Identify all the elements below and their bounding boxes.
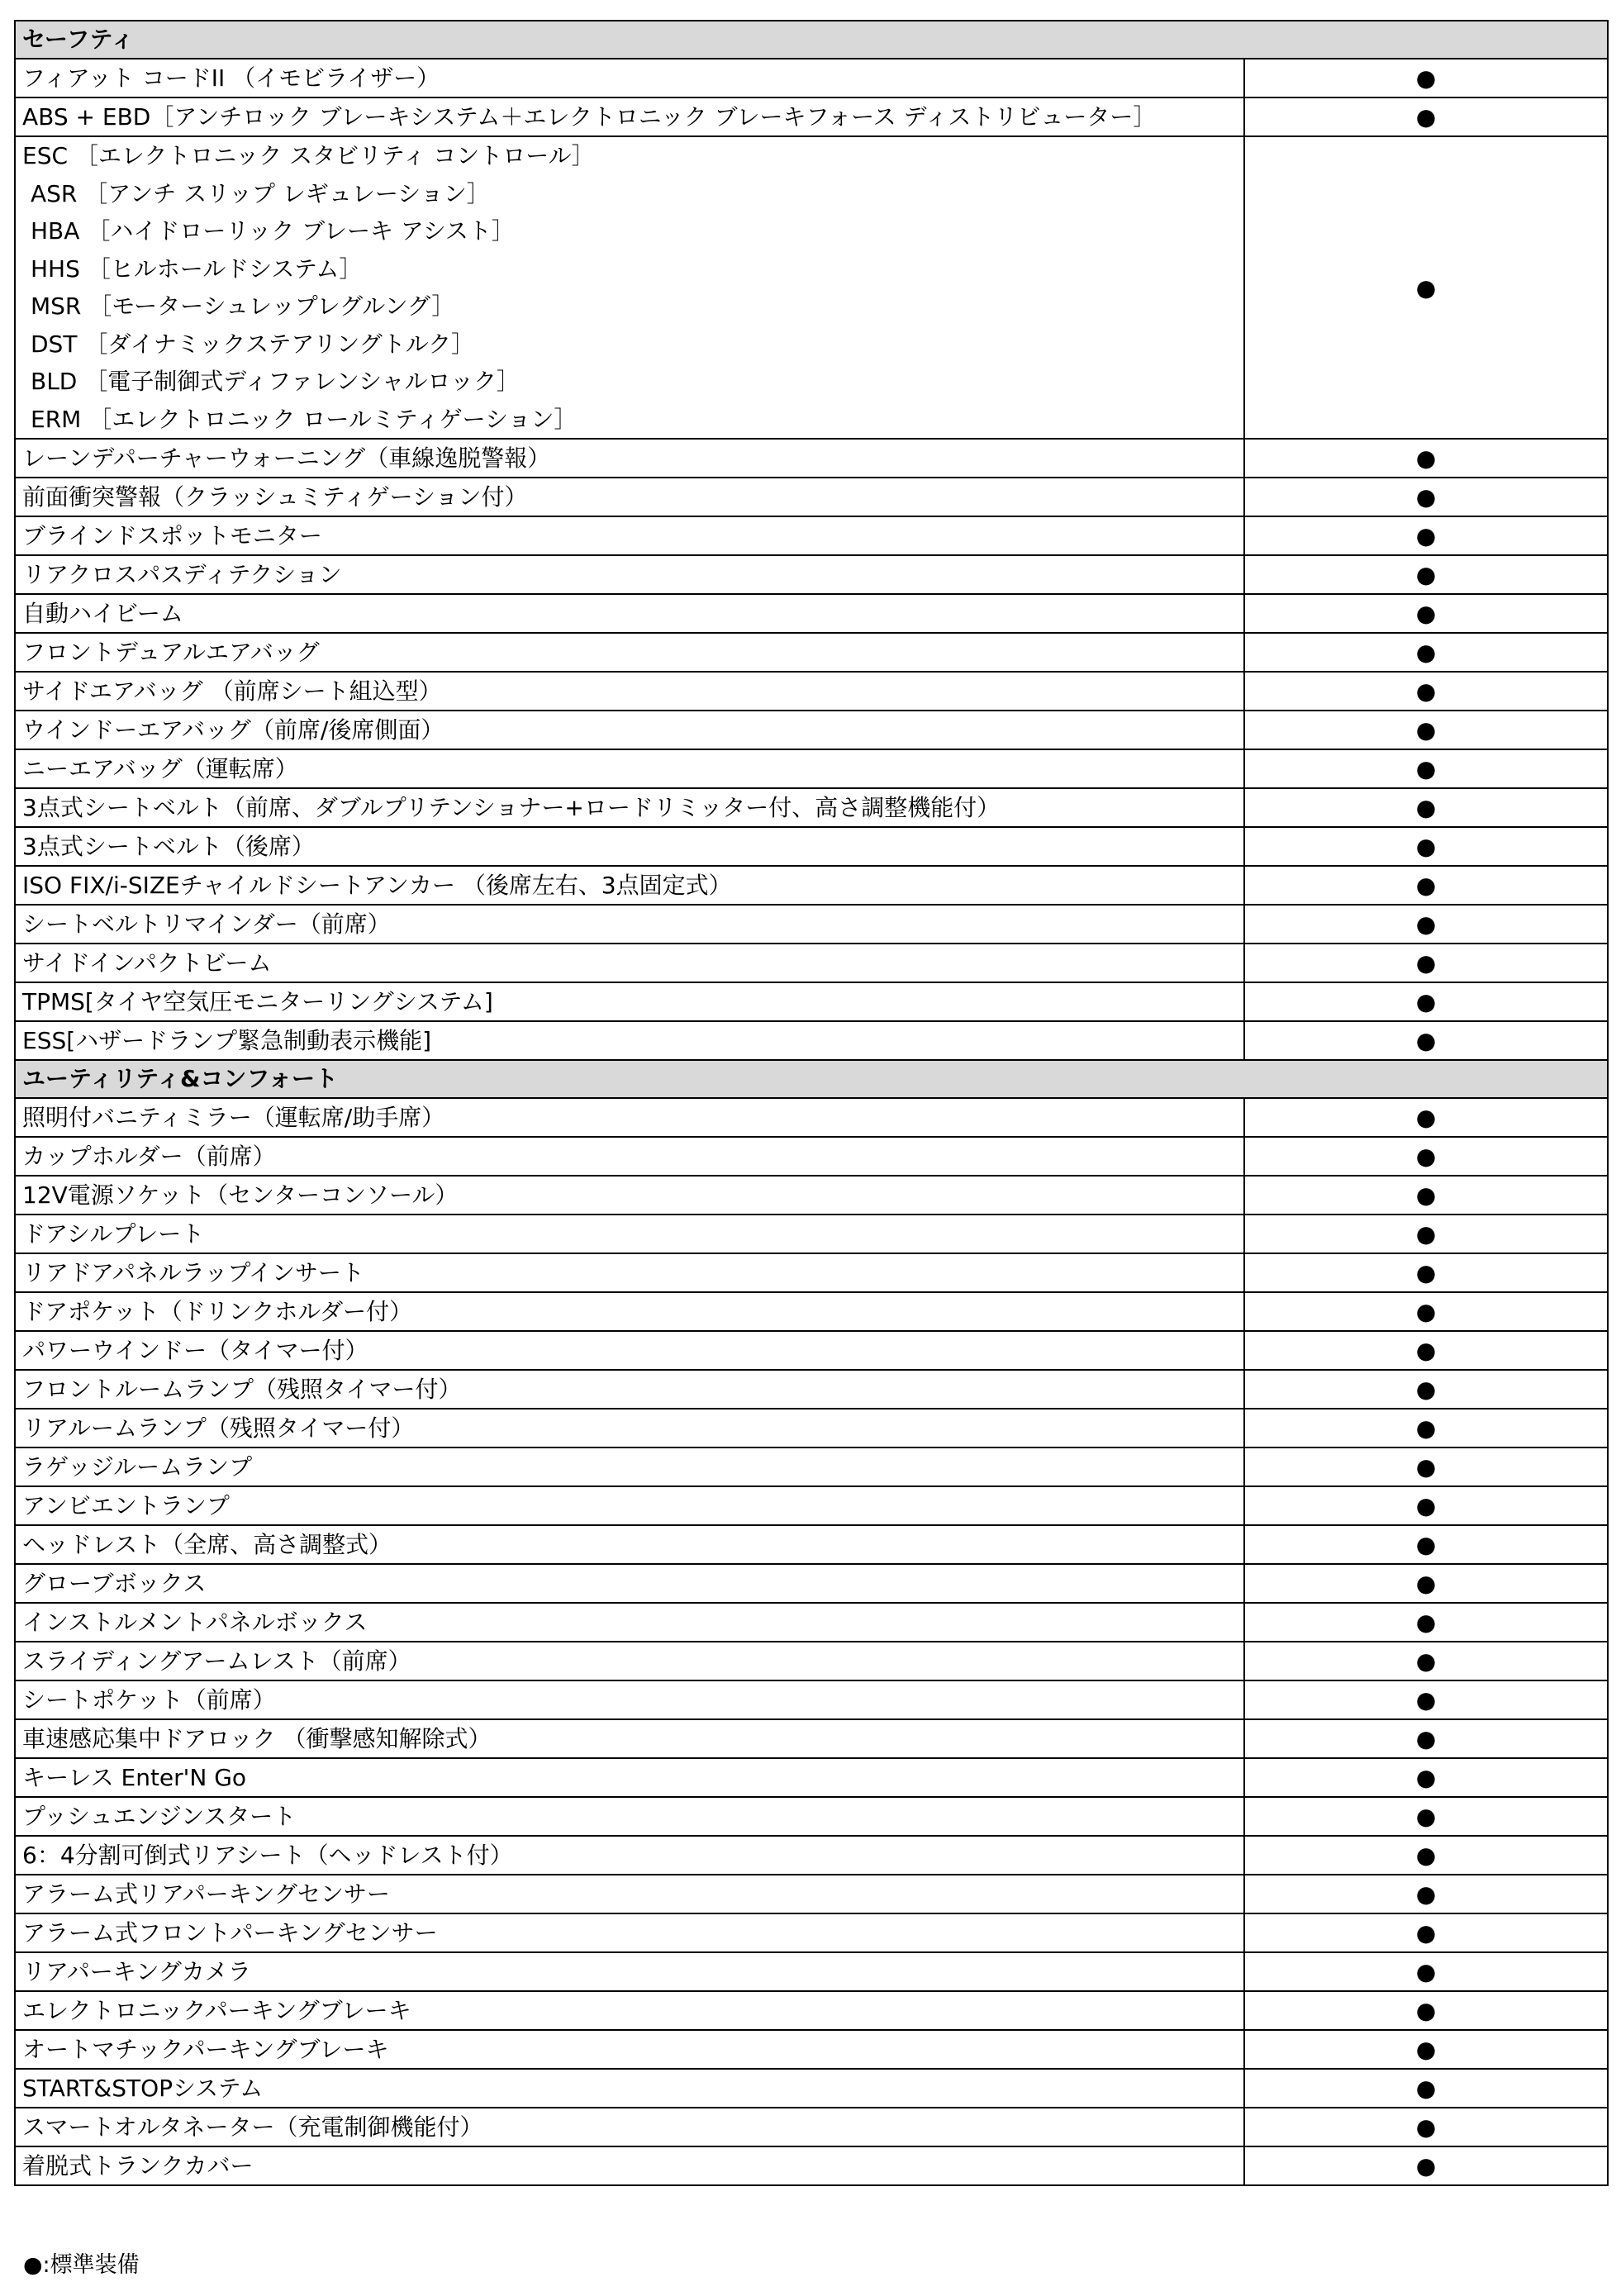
table-row	[15, 711, 1608, 749]
section-title: ユーティリティ&コンフォート	[15, 1060, 1608, 1098]
feature-label: 前面衝突警報（クラッシュミティゲーション付）	[15, 478, 1244, 516]
feature-label: 3点式シートベルト（前席、ダブルプリテンショナー+ロードリミッター付、高さ調整機能付）	[15, 788, 1244, 827]
standard-equipment-mark: ●	[1244, 555, 1608, 594]
table-row	[15, 827, 1608, 866]
standard-equipment-mark: ●	[1244, 944, 1608, 982]
table-row	[15, 1021, 1608, 1060]
standard-equipment-mark: ●	[1244, 1952, 1608, 1991]
standard-equipment-mark: ●	[1244, 1486, 1608, 1525]
table-row	[15, 1758, 1608, 1797]
standard-equipment-mark: ●	[1244, 439, 1608, 478]
feature-label: フロントデュアルエアバッグ	[15, 633, 1244, 672]
table-row	[15, 1447, 1608, 1486]
table-row	[15, 1680, 1608, 1719]
table-row	[15, 1836, 1608, 1875]
standard-equipment-mark: ●	[1244, 1913, 1608, 1952]
feature-label: 着脱式トランクカバー	[15, 2146, 1244, 2185]
feature-label: スマートオルタネーター（充電制御機能付）	[15, 2108, 1244, 2146]
standard-equipment-mark: ●	[1244, 1564, 1608, 1603]
standard-equipment-mark: ●	[1244, 478, 1608, 516]
feature-label: 自動ハイビーム	[15, 594, 1244, 633]
feature-sub-label: DST ［ダイナミックステアリングトルク］	[31, 330, 475, 358]
feature-label: START&STOPシステム	[15, 2069, 1244, 2108]
feature-label: 車速感応集中ドアロック （衝撃感知解除式）	[15, 1719, 1244, 1758]
table-row	[15, 1991, 1608, 2030]
table-row	[15, 1525, 1608, 1564]
table-row	[15, 2069, 1608, 2108]
standard-equipment-mark: ●	[1244, 59, 1608, 97]
feature-label-cell	[15, 136, 1244, 439]
table-row	[15, 2146, 1608, 2185]
standard-equipment-mark: ●	[1244, 1215, 1608, 1253]
feature-label: アラーム式フロントパーキングセンサー	[15, 1913, 1244, 1952]
feature-label: ABS + EBD［アンチロック ブレーキシステム＋エレクトロニック ブレーキフォース ディストリビューター］	[15, 97, 1244, 136]
feature-label: リアドアパネルラップインサート	[15, 1253, 1244, 1292]
table-row	[15, 633, 1608, 672]
standard-equipment-mark: ●	[1244, 136, 1608, 439]
standard-equipment-mark: ●	[1244, 594, 1608, 633]
feature-label: シートベルトリマインダー（前席）	[15, 905, 1244, 944]
section-header	[15, 1060, 1608, 1098]
feature-label: インストルメントパネルボックス	[15, 1603, 1244, 1642]
feature-label: TPMS[タイヤ空気圧モニターリングシステム]	[15, 982, 1244, 1021]
spec-table	[14, 20, 1609, 2186]
table-row	[15, 2030, 1608, 2069]
feature-label: ドアシルプレート	[15, 1215, 1244, 1253]
standard-equipment-mark: ●	[1244, 2108, 1608, 2146]
feature-label: 3点式シートベルト（後席）	[15, 827, 1244, 866]
standard-equipment-mark: ●	[1244, 1331, 1608, 1370]
table-row	[15, 1564, 1608, 1603]
feature-label: ウインドーエアバッグ（前席/後席側面）	[15, 711, 1244, 749]
standard-equipment-mark: ●	[1244, 97, 1608, 136]
table-row	[15, 59, 1608, 97]
standard-equipment-mark: ●	[1244, 516, 1608, 555]
standard-equipment-mark: ●	[1244, 633, 1608, 672]
feature-label: サイドエアバッグ （前席シート組込型）	[15, 672, 1244, 711]
standard-equipment-mark: ●	[1244, 1836, 1608, 1875]
feature-label: ISO FIX/i-SIZEチャイルドシートアンカー （後席左右、3点固定式）	[15, 866, 1244, 905]
standard-equipment-mark: ●	[1244, 2030, 1608, 2069]
feature-label: グローブボックス	[15, 1564, 1244, 1603]
feature-label: フィアット コードII （イモビライザー）	[15, 59, 1244, 97]
feature-label: ブラインドスポットモニター	[15, 516, 1244, 555]
standard-equipment-mark: ●	[1244, 749, 1608, 788]
standard-equipment-mark: ●	[1244, 1176, 1608, 1215]
feature-label: スライディングアームレスト（前席）	[15, 1642, 1244, 1680]
table-row	[15, 1331, 1608, 1370]
table-row	[15, 2108, 1608, 2146]
standard-equipment-mark: ●	[1244, 1991, 1608, 2030]
spec-table-body	[15, 21, 1608, 2185]
table-row	[15, 1137, 1608, 1176]
standard-equipment-mark: ●	[1244, 905, 1608, 944]
table-row	[15, 1719, 1608, 1758]
feature-label: ESC ［エレクトロニック スタビリティ コントロール］	[22, 142, 595, 169]
feature-label: リアパーキングカメラ	[15, 1952, 1244, 1991]
table-row	[15, 1486, 1608, 1525]
standard-equipment-mark: ●	[1244, 1137, 1608, 1176]
standard-equipment-mark: ●	[1244, 827, 1608, 866]
feature-label: ニーエアバッグ（運転席）	[15, 749, 1244, 788]
standard-equipment-mark: ●	[1244, 1797, 1608, 1836]
feature-sub-label: ASR ［アンチ スリップ レギュレーション］	[31, 179, 490, 207]
feature-sub-label: HBA ［ハイドローリック ブレーキ アシスト］	[31, 217, 515, 245]
standard-equipment-mark: ●	[1244, 1603, 1608, 1642]
feature-label: ヘッドレスト（全席、高さ調整式）	[15, 1525, 1244, 1564]
feature-label: カップホルダー（前席）	[15, 1137, 1244, 1176]
standard-equipment-mark: ●	[1244, 1370, 1608, 1409]
table-row	[15, 1913, 1608, 1952]
table-row	[15, 439, 1608, 478]
standard-equipment-mark: ●	[1244, 1875, 1608, 1913]
standard-equipment-mark: ●	[1244, 788, 1608, 827]
table-row	[15, 1603, 1608, 1642]
section-header	[15, 21, 1608, 59]
table-row	[15, 1176, 1608, 1215]
standard-equipment-mark: ●	[1244, 1409, 1608, 1447]
table-row	[15, 1875, 1608, 1913]
table-row	[15, 944, 1608, 982]
feature-label: 12V電源ソケット（センターコンソール）	[15, 1176, 1244, 1215]
standard-equipment-mark: ●	[1244, 672, 1608, 711]
standard-equipment-mark: ●	[1244, 1719, 1608, 1758]
feature-label: フロントルームランプ（残照タイマー付）	[15, 1370, 1244, 1409]
table-row	[15, 516, 1608, 555]
standard-equipment-mark: ●	[1244, 2146, 1608, 2185]
feature-label: パワーウインドー（タイマー付）	[15, 1331, 1244, 1370]
feature-label: ラゲッジルームランプ	[15, 1447, 1244, 1486]
table-row	[15, 1642, 1608, 1680]
feature-sub-label: ERM ［エレクトロニック ロールミティゲーション］	[31, 405, 578, 433]
feature-label: プッシュエンジンスタート	[15, 1797, 1244, 1836]
standard-equipment-mark: ●	[1244, 1021, 1608, 1060]
table-row	[15, 1253, 1608, 1292]
table-row	[15, 1952, 1608, 1991]
table-row	[15, 1215, 1608, 1253]
feature-label: 6：4分割可倒式リアシート（ヘッドレスト付）	[15, 1836, 1244, 1875]
standard-equipment-mark: ●	[1244, 711, 1608, 749]
feature-label: 照明付バニティミラー（運転席/助手席）	[15, 1098, 1244, 1137]
feature-label: シートポケット（前席）	[15, 1680, 1244, 1719]
standard-equipment-mark: ●	[1244, 1642, 1608, 1680]
standard-equipment-mark: ●	[1244, 1292, 1608, 1331]
table-row	[15, 1797, 1608, 1836]
standard-equipment-mark: ●	[1244, 1680, 1608, 1719]
table-row	[15, 866, 1608, 905]
table-row	[15, 97, 1608, 136]
standard-equipment-mark: ●	[1244, 866, 1608, 905]
table-row	[15, 555, 1608, 594]
feature-label: ドアポケット（ドリンクホルダー付）	[15, 1292, 1244, 1331]
section-title: セーフティ	[15, 21, 1608, 59]
table-row	[15, 788, 1608, 827]
table-row	[15, 1292, 1608, 1331]
feature-label: レーンデパーチャーウォーニング（車線逸脱警報）	[15, 439, 1244, 478]
standard-equipment-mark: ●	[1244, 982, 1608, 1021]
table-row	[15, 905, 1608, 944]
standard-equipment-mark: ●	[1244, 1098, 1608, 1137]
feature-label: エレクトロニックパーキングブレーキ	[15, 1991, 1244, 2030]
feature-label: アンビエントランプ	[15, 1486, 1244, 1525]
feature-sub-label: HHS ［ヒルホールドシステム］	[31, 254, 363, 283]
standard-equipment-mark: ●	[1244, 1253, 1608, 1292]
feature-label: キーレス Enter'N Go	[15, 1758, 1244, 1797]
table-row	[15, 1409, 1608, 1447]
feature-label: アラーム式リアパーキングセンサー	[15, 1875, 1244, 1913]
feature-sub-label: BLD ［電子制御式ディファレンシャルロック］	[31, 368, 520, 395]
table-row	[15, 594, 1608, 633]
feature-label: サイドインパクトビーム	[15, 944, 1244, 982]
standard-equipment-mark: ●	[1244, 2069, 1608, 2108]
table-row	[15, 749, 1608, 788]
table-row	[15, 136, 1608, 439]
table-row	[15, 1370, 1608, 1409]
feature-label: ESS[ハザードランプ緊急制動表示機能]	[15, 1021, 1244, 1060]
table-row	[15, 672, 1608, 711]
feature-label: リアルームランプ（残照タイマー付）	[15, 1409, 1244, 1447]
table-row	[15, 1098, 1608, 1137]
standard-equipment-mark: ●	[1244, 1525, 1608, 1564]
feature-label: リアクロスパスディテクション	[15, 555, 1244, 594]
feature-label: オートマチックパーキングブレーキ	[15, 2030, 1244, 2069]
table-row	[15, 982, 1608, 1021]
standard-equipment-mark: ●	[1244, 1447, 1608, 1486]
legend: ●:標準装備	[23, 2252, 140, 2278]
table-row	[15, 478, 1608, 516]
standard-equipment-mark: ●	[1244, 1758, 1608, 1797]
feature-sub-label: MSR ［モーターシュレップレグルング］	[31, 292, 455, 320]
